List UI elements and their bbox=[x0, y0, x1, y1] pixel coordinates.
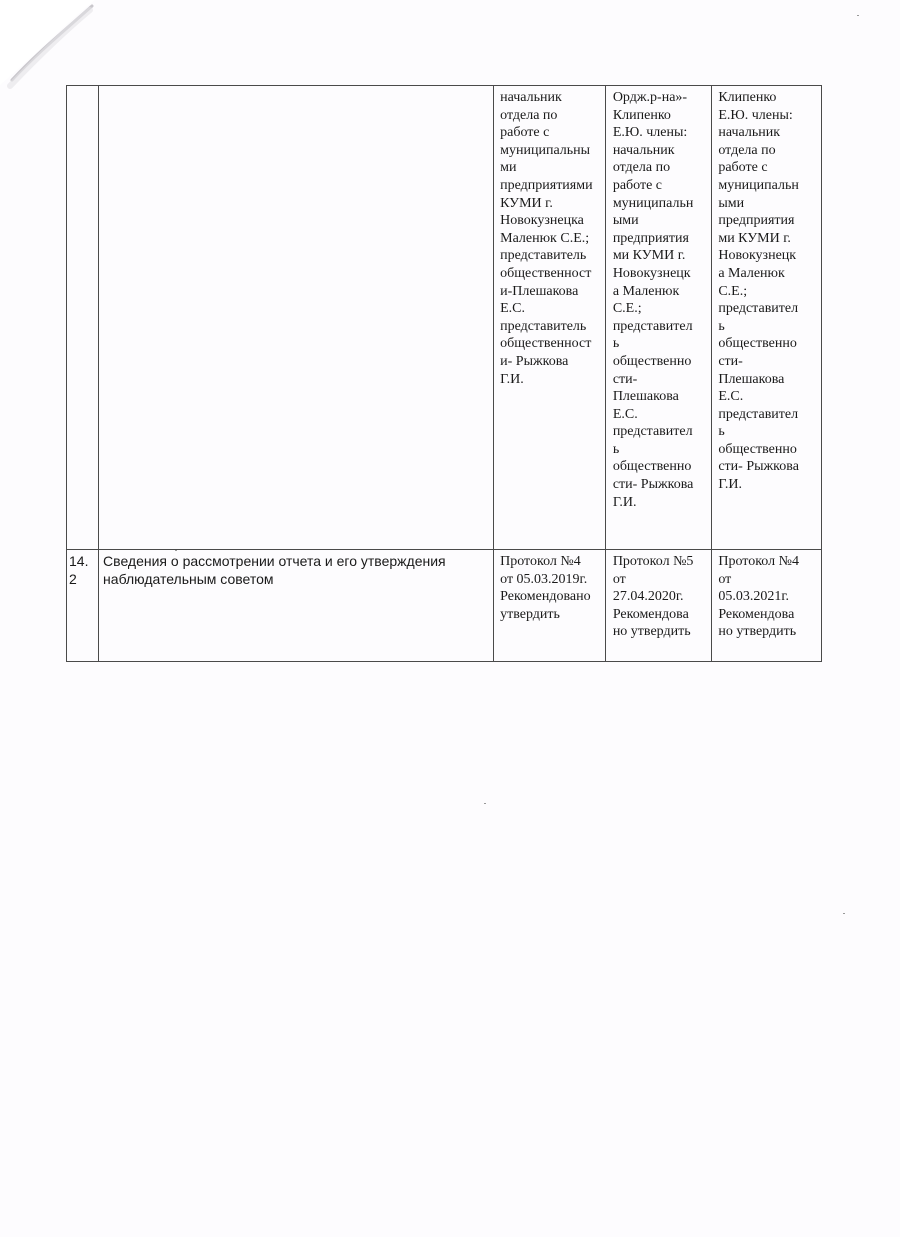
table-row bbox=[67, 86, 822, 550]
cell-2019 bbox=[494, 550, 606, 662]
scan-dot bbox=[484, 803, 486, 804]
protocol-2019: Протокол №4 от 05.03.2019г. Рекомендовано утвердить bbox=[500, 554, 591, 622]
cell-2020 bbox=[605, 86, 712, 550]
row-number-cell bbox=[67, 86, 99, 550]
scan-dot bbox=[843, 913, 845, 914]
cell-2020 bbox=[605, 550, 712, 662]
row-number-cell bbox=[67, 550, 99, 662]
row-description: Сведения о рассмотрении отчета и его утверждения наблюдательным советом bbox=[103, 553, 446, 587]
protocol-2020: Протокол №5 от 27.04.2020г. Рекомендова но утвердить bbox=[612, 554, 694, 640]
council-members-2020: Ордж.р-на»- Клипенко Е.Ю. члены: начальник отдела по работе с муниципальн ыми предприятия ми КУМИ г. Новокузнецк а Маленюк С.Е.; представител ь общественно сти- Плешакова Е.С. представител ь общественно сти- Рыжкова Г.И. bbox=[612, 90, 694, 510]
protocol-2021: Протокол №4 от 05.03.2021г. Рекомендова но утвердить bbox=[718, 554, 799, 640]
council-members-2019: начальник отдела по работе с муниципальны ми предприятиями КУМИ г. Новокузнецка Маленюк С.Е.; представитель общественност и-Плешакова Е.С. представитель общественност и- Рыжкова Г.И. bbox=[500, 90, 593, 387]
cell-2021 bbox=[712, 550, 822, 662]
table-row bbox=[67, 550, 822, 662]
cell-2021 bbox=[712, 86, 822, 550]
council-members-2021: Клипенко Е.Ю. члены: начальник отдела по работе с муниципальн ыми предприятия ми КУМИ г. Новокузнецк а Маленюк С.Е.; представител ь общественно сти- Плешакова Е.С. представител ь общественно сти- Рыжкова Г.И. bbox=[718, 90, 799, 493]
row-description-cell bbox=[99, 550, 494, 662]
cell-2019 bbox=[494, 86, 606, 550]
row-number: 14.2 bbox=[69, 553, 89, 587]
report-table bbox=[66, 85, 822, 662]
row-description-cell bbox=[99, 86, 494, 550]
scan-dot bbox=[857, 15, 859, 16]
